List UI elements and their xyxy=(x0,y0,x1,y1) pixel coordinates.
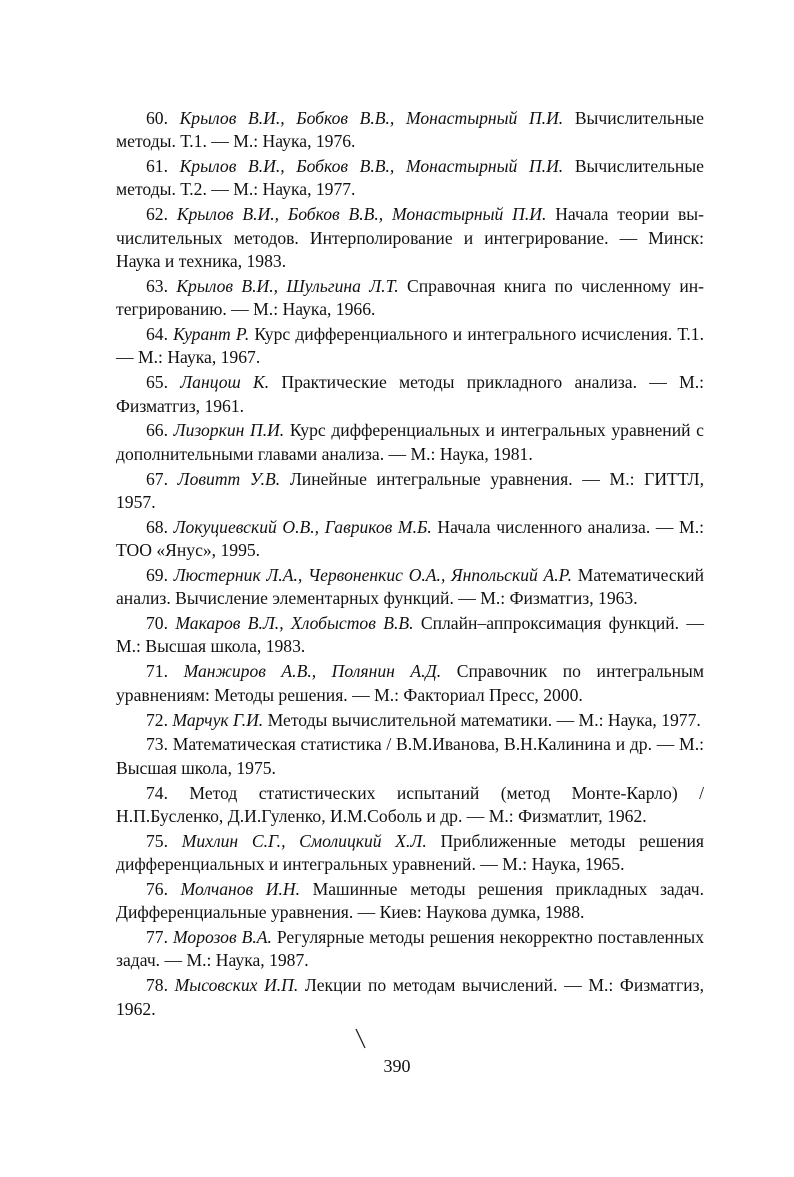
reference-item xyxy=(116,516,704,563)
reference-text: Метод статистических испытаний (метод Монте-Карло) / Н.П.Бусленко, Д.И.Гуленко, И.М.Соболь и др. — М.: Физматлит, 1962. xyxy=(116,782,704,826)
reference-item xyxy=(116,203,704,273)
reference-number: 71. xyxy=(146,661,168,682)
reference-number: 74. xyxy=(146,782,168,803)
scan-mark xyxy=(354,1028,368,1050)
reference-authors: Крылов В.И., Бобков В.В., Монастырный П.И. xyxy=(179,108,564,128)
reference-item xyxy=(116,468,704,515)
reference-number: 75. xyxy=(146,830,168,851)
reference-authors: Крылов В.И., Шульгина Л.Т. xyxy=(176,275,399,296)
reference-authors: Морозов В.А. xyxy=(172,927,272,948)
reference-item xyxy=(116,371,704,418)
reference-authors: Локуциевский О.В., Гавриков М.Б. xyxy=(173,516,432,537)
reference-authors: Молчанов И.Н. xyxy=(180,879,300,899)
reference-number: 73. xyxy=(146,734,168,755)
reference-number: 67. xyxy=(146,468,168,489)
reference-authors: Марчук Г.И. xyxy=(172,709,264,730)
reference-authors: Ланцош К. xyxy=(180,372,270,393)
reference-number: 66. xyxy=(146,420,168,441)
reference-list xyxy=(116,107,704,1023)
reference-authors: Курант Р. xyxy=(173,324,250,345)
reference-number: 63. xyxy=(146,275,168,296)
reference-item xyxy=(116,564,704,611)
reference-text: Практические методы прикладного анализа. — М.: Физматгиз, 1961. xyxy=(116,372,704,416)
reference-text: Машинные методы решения прикладных задач. Дифференциальные уравнения. — Киев: Наукова думка, 1988. xyxy=(116,879,705,923)
reference-text: Вычислительные методы. Т.2. — М.: Наука, 1977. xyxy=(116,156,704,200)
reference-authors: Мысовских И.П. xyxy=(174,975,299,996)
reference-item xyxy=(116,878,704,925)
reference-number: 62. xyxy=(146,204,168,225)
reference-number: 68. xyxy=(146,516,168,537)
reference-text: Лекции по методам вычислений. — М.: Физматгиз, 1962. xyxy=(116,975,704,1019)
reference-text: Справочная книга по численному интегрированию. — М.: Наука, 1966. xyxy=(116,275,705,320)
reference-authors: Крылов В.И., Бобков В.В., Монастырный П.И. xyxy=(176,204,547,225)
reference-item xyxy=(116,275,704,322)
reference-text: Вычислительные методы. Т.1. — М.: Наука, 1976. xyxy=(116,108,704,152)
reference-item xyxy=(116,107,704,154)
reference-number: 64. xyxy=(146,324,168,345)
reference-authors: Манжиров А.В., Полянин А.Д. xyxy=(183,661,442,682)
reference-text: Справочник по интегральным уравнениям: Методы решения. — М.: Факториал Пресс, 2000. xyxy=(116,661,705,705)
reference-number: 65. xyxy=(146,372,168,393)
reference-number: 70. xyxy=(146,613,168,634)
reference-authors: Михлин С.Г., Смолицкий Х.Л. xyxy=(181,830,427,851)
reference-text: Приближенные методы решения дифференциальных и интегральных уравнений. — М.: Наука, 1965. xyxy=(116,830,704,875)
reference-text: Регулярные методы решения некорректно поставленных задач. — М.: Наука, 1987. xyxy=(116,927,705,971)
reference-authors: Ловитт У.В. xyxy=(177,468,281,489)
reference-text: Начала теории вычислительных методов. Интерполирование и интегрирование. — Минск: Наука и техника, 1983. xyxy=(116,204,704,271)
reference-authors: Макаров В.Л., Хлобыстов В.В. xyxy=(175,613,414,634)
reference-item xyxy=(116,926,704,973)
reference-text: Начала численного анализа. — М.: ТОО «Янус», 1995. xyxy=(116,516,704,561)
reference-number: 72. xyxy=(146,709,168,730)
reference-item xyxy=(116,974,704,1021)
reference-item xyxy=(116,419,704,466)
reference-item xyxy=(116,709,704,732)
reference-text: Линейные интегральные уравнения. — М.: ГИТТЛ, 1957. xyxy=(116,468,704,512)
reference-item xyxy=(116,323,704,370)
reference-number: 76. xyxy=(146,879,168,899)
page-number: 390 xyxy=(383,1056,411,1076)
reference-item xyxy=(116,155,704,202)
reference-item xyxy=(116,612,704,659)
reference-item xyxy=(116,830,704,877)
reference-number: 61. xyxy=(146,156,168,177)
reference-authors: Крылов В.И., Бобков В.В., Монастырный П.И. xyxy=(179,156,564,177)
reference-item xyxy=(116,782,704,829)
reference-text: Курс дифференциальных и интегральных уравнений с дополнительными главами анализа. — М.: Наука, 1981. xyxy=(116,420,704,464)
reference-item xyxy=(116,733,704,780)
reference-text: Математическая статистика / В.М.Иванова, В.Н.Калинина и др. — М.: Высшая школа, 1975. xyxy=(116,734,704,778)
reference-number: 77. xyxy=(146,927,168,948)
reference-authors: Лизоркин П.И. xyxy=(173,420,285,441)
reference-text: Методы вычислительной математики. — М.: Наука, 1977. xyxy=(267,709,701,730)
reference-number: 69. xyxy=(146,564,168,585)
reference-text: Математический анализ. Вычисление элементарных функций. — М.: Физматгиз, 1963. xyxy=(116,564,705,609)
reference-authors: Люстерник Л.А., Червоненкис О.А., Янпольский А.Р. xyxy=(173,564,573,585)
reference-number: 78. xyxy=(146,975,168,996)
reference-item xyxy=(116,660,704,707)
reference-text: Курс дифференциального и интегрального исчисления. Т.1. — М.: Наука, 1967. xyxy=(116,324,704,368)
reference-text: Сплайн–аппроксимация функций. — М.: Высшая школа, 1983. xyxy=(116,613,704,657)
reference-number: 60. xyxy=(146,108,168,128)
